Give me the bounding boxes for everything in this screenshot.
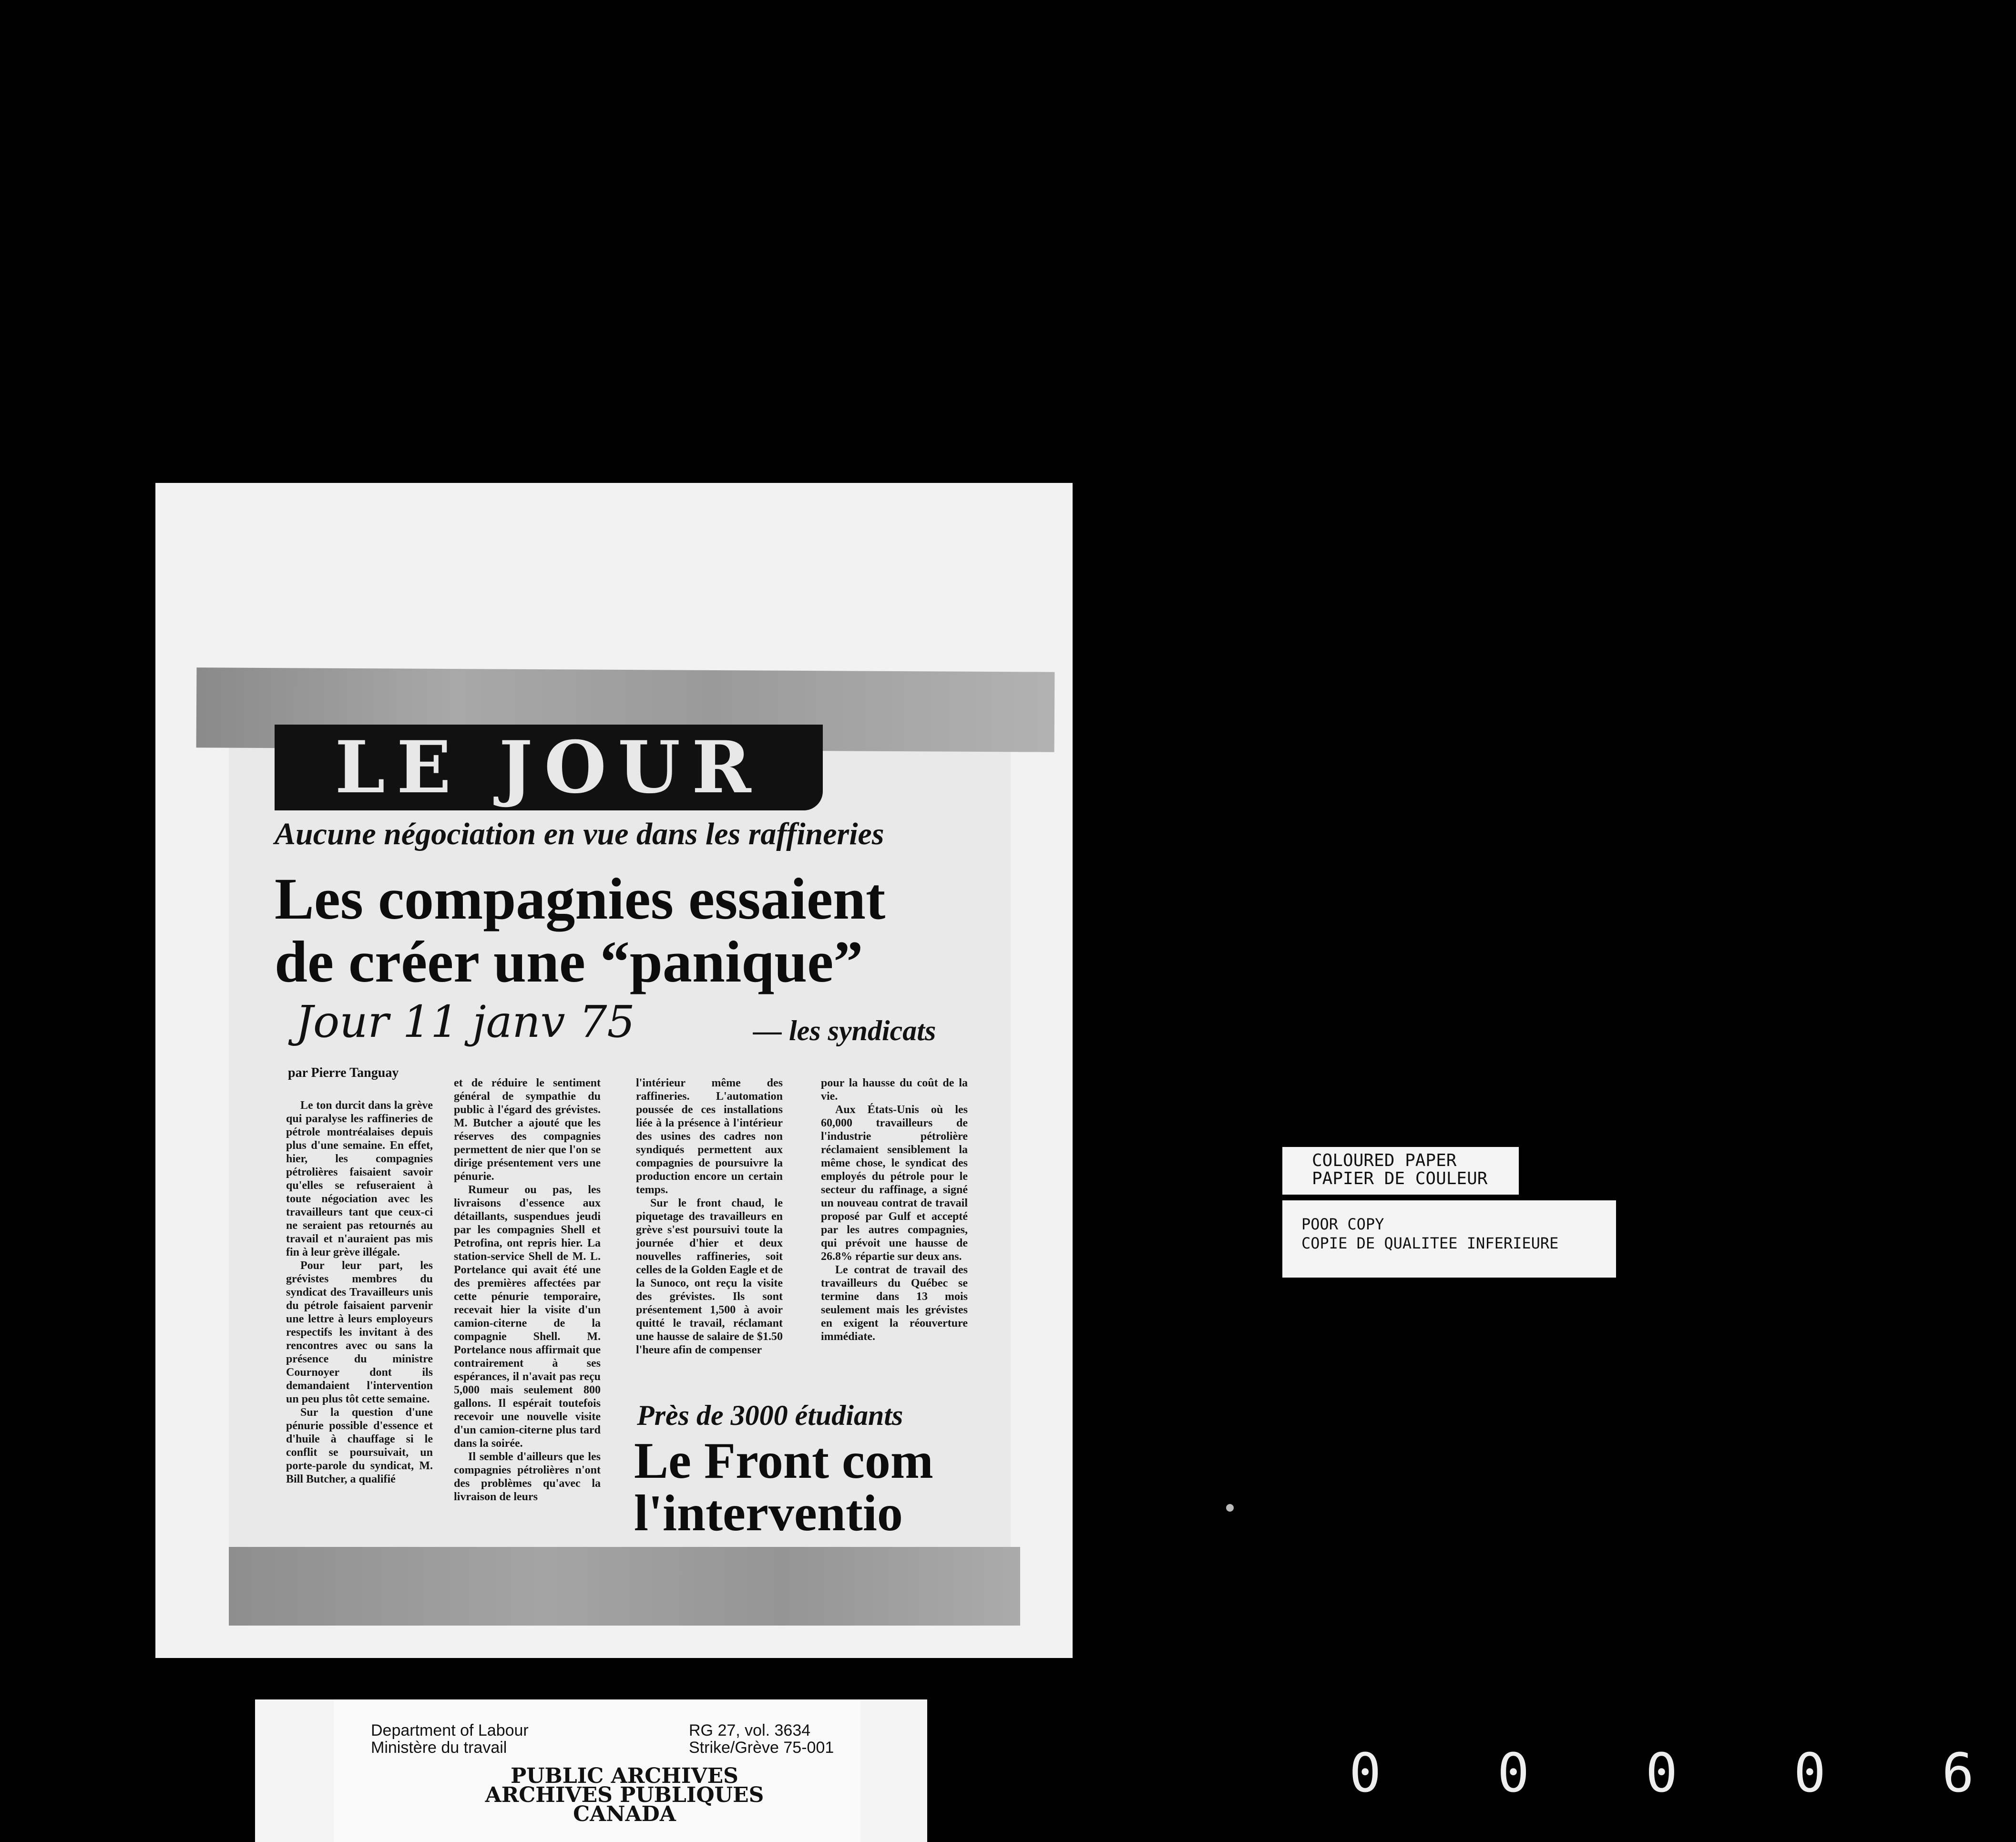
- headline-line-2: de créer une “panique”: [275, 929, 863, 994]
- paragraph: Aux États-Unis où les 60,000 travailleurs de l'industrie pétrolière réclamaient sensiblement la même chose, le syndicat des employés du pétrole pour le secteur du raffinage, a signé un nouveau contrat de travail proposé par Gulf et accepté par les autres compagnies, qui prévoit une hausse de 26.8% répartie sur deux ans.: [821, 1104, 968, 1263]
- archive-name: [472, 1764, 777, 1826]
- archive-name-fr: ARCHIVES PUBLIQUES: [485, 1783, 764, 1807]
- department-fr: Ministère du travail: [371, 1739, 507, 1757]
- paragraph: Le contrat de travail des travailleurs du Québec se termine dans 13 mois seulement mais les grévistes en exigent la réouverture immédiate.: [821, 1264, 968, 1343]
- byline: par Pierre Tanguay: [288, 1065, 399, 1080]
- paragraph: Il semble d'ailleurs que les compagnies pétrolières n'ont des problèmes qu'avec la livraison de leurs: [454, 1451, 601, 1503]
- sub-headline-line-2: l'interventio: [634, 1485, 903, 1542]
- archive-country: CANADA: [573, 1802, 676, 1826]
- paragraph: Le ton durcit dans la grève qui paralyse les raffineries de pétrole montréalaises depuis plus d'une semaine. En effet, hier, les compagnies pétrolières faisaient savoir qu'elles se refuseraient à toute négociation avec les travailleurs tant que ceux-ci ne seraient pas retournés au travail et n'auraient pas mis fin à leur grève illégale.: [286, 1099, 433, 1259]
- archive-department: [371, 1722, 529, 1756]
- paragraph: Pour leur part, les grévistes membres du syndicat des Travailleurs unis du pétrole faisaient parvenir une lettre à leurs employeurs respectifs les invitant à des rencontres avec ou sans la présence du ministre Cournoyer dont ils demandaient l'intervention un peu plus tôt cette semaine.: [286, 1259, 433, 1405]
- sub-headline-line-1: Le Front com: [634, 1433, 933, 1489]
- coloured-paper-en: COLOURED PAPER: [1312, 1151, 1457, 1170]
- newspaper-masthead: LE JOUR: [275, 725, 823, 810]
- paragraph: Sur le front chaud, le piquetage des travailleurs en grève s'est poursuivi toute la journée d'hier et deux nouvelles raffineries, soit celles de la Golden Eagle et de la Sunoco, ont reçu la visite des grévistes. Ils sont présentement 1,500 à avoir quitté le travail, réclamant une hausse de salaire de $1.50 l'heure afin de compenser: [636, 1197, 783, 1356]
- archive-reference: [689, 1722, 834, 1756]
- poor-copy-label: [1282, 1200, 1616, 1278]
- coloured-paper-fr: PAPIER DE COULEUR: [1312, 1169, 1488, 1188]
- paragraph: l'intérieur même des raffineries. L'automation poussée de ces installations liée à la présence à l'intérieur des usines des cadres non syndiqués permettent aux compagnies de poursuivre la production encore un certain temps.: [636, 1077, 783, 1196]
- headline-line-1: Les compagnies essaient: [275, 866, 886, 931]
- poor-copy-en: POOR COPY: [1301, 1215, 1384, 1233]
- second-article-kicker: Près de 3000 étudiants: [637, 1400, 903, 1431]
- dust-speck: [1226, 1504, 1234, 1512]
- paragraph: Rumeur ou pas, les livraisons d'essence aux détaillants, suspendues jeudi par les compagnies Shell et Petrofina, ont repris hier. La station-service Shell de M. L. Portelance qui avait été une des premières affectées par cette pénurie temporaire, recevait hier la visite d'un camion-citerne de la compagnie Shell. M. Portelance nous affirmait que contrairement à ses espérances, il n'avait pas reçu 5,000 mais seulement 800 gallons. Il espérait toutefois recevoir une nouvelle visite d'un camion-citerne plus tard dans la soirée.: [454, 1184, 601, 1450]
- strike-number: Strike/Grève 75-001: [689, 1739, 834, 1757]
- second-article-headline: [634, 1435, 992, 1540]
- archive-name-en: PUBLIC ARCHIVES: [511, 1764, 738, 1788]
- article-column-1: [286, 1099, 433, 1576]
- article-column-2: [454, 1076, 601, 1572]
- poor-copy-fr: COPIE DE QUALITEE INFERIEURE: [1301, 1234, 1559, 1252]
- department-en: Department of Labour: [371, 1721, 529, 1740]
- article-column-3: [636, 1076, 783, 1382]
- article-headline: [275, 868, 885, 993]
- paragraph: et de réduire le sentiment général de sympathie du public à l'égard des grévistes. M. Butcher a ajouté que les réserves des compagnies permettent de nier que l'on se dirige présentement vers une pénurie.: [454, 1077, 601, 1183]
- paragraph: pour la hausse du coût de la vie.: [821, 1077, 968, 1103]
- tape-bottom: [229, 1547, 1020, 1626]
- coloured-paper-label: [1282, 1147, 1519, 1195]
- headline-attribution: — les syndicats: [753, 1015, 936, 1046]
- handwritten-date: Jour 11 janv 75: [296, 996, 635, 1047]
- article-column-4: [821, 1076, 968, 1382]
- paragraph: Sur la question d'une pénurie possible d'essence et d'huile à chauffage si le conflit se poursuivait, un porte-parole du syndicat, M. Bill Butcher, a qualifié: [286, 1406, 433, 1485]
- record-group: RG 27, vol. 3634: [689, 1721, 811, 1740]
- frame-number: 0 0 0 0 6: [1349, 1742, 2016, 1804]
- article-kicker: Aucune négociation en vue dans les raffineries: [275, 817, 884, 851]
